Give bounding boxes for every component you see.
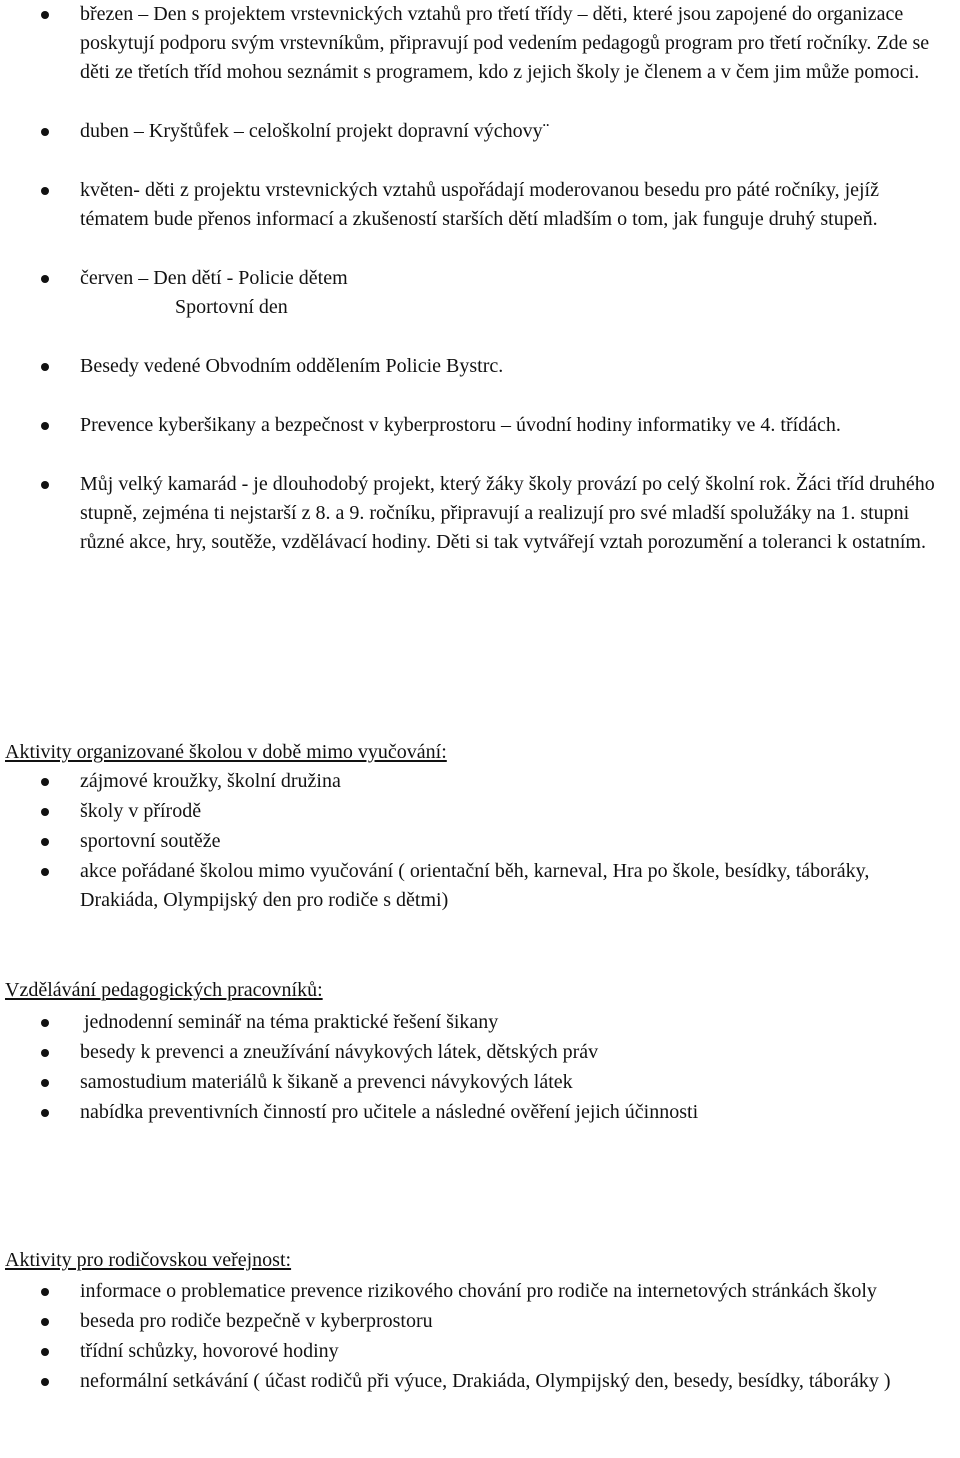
list-item: [0, 0, 960, 87]
bullet-icon: [41, 275, 49, 283]
bullet-icon: [41, 1288, 49, 1296]
list-item: [0, 1277, 960, 1306]
list-item: [0, 117, 960, 146]
section-heading-parents: Aktivity pro rodičovskou veřejnost:: [5, 1249, 292, 1271]
education-list: [0, 1008, 960, 1127]
education-text: jednodenní seminář na téma praktické řešení šikany: [84, 1011, 499, 1033]
list-item: [0, 1068, 960, 1097]
list-item: [0, 1098, 960, 1127]
list-item: [0, 411, 960, 440]
parents-text: třídní schůzky, hovorové hodiny: [80, 1340, 339, 1362]
parents-text: informace o problematice prevence rizikového chování pro rodiče na internetových stránkách školy: [80, 1280, 877, 1302]
event-text: květen- děti z projektu vrstevnických vztahů uspořádají moderovanou besedu pro páté ročníky, jejíž tématem bude přenos informací a zkušeností starších dětí mladším o tom, jak funguje druhý stupeň.: [80, 179, 879, 230]
bullet-icon: [41, 838, 49, 846]
parents-text: neformální setkávání ( účast rodičů při výuce, Drakiáda, Olympijský den, besedy, besídky, táboráky ): [80, 1370, 891, 1392]
list-item: [0, 857, 960, 915]
list-item: [0, 470, 960, 557]
bullet-icon: [41, 481, 49, 489]
bullet-icon: [41, 868, 49, 876]
list-item: [0, 352, 960, 381]
list-item: [0, 767, 960, 796]
bullet-icon: [41, 808, 49, 816]
section-heading-activities: Aktivity organizované školou v době mimo vyučování:: [5, 741, 447, 763]
activity-text: akce pořádané školou mimo vyučování ( orientační běh, karneval, Hra po škole, besídky, táboráky, Drakiáda, Olympijský den pro rodiče s dětmi): [80, 860, 870, 911]
education-text: besedy k prevenci a zneužívání návykových látek, dětských práv: [80, 1041, 599, 1063]
bullet-icon: [41, 1079, 49, 1087]
bullet-icon: [41, 1348, 49, 1356]
event-text: Prevence kyberšikany a bezpečnost v kyberprostoru – úvodní hodiny informatiky ve 4. třídách.: [80, 414, 841, 436]
bullet-icon: [41, 778, 49, 786]
event-text: duben – Kryštůfek – celoškolní projekt dopravní výchovy¨: [80, 120, 550, 142]
list-item: [0, 176, 960, 234]
list-item: [0, 1337, 960, 1366]
bullet-icon: [41, 1019, 49, 1027]
bullet-icon: [41, 128, 49, 136]
list-item: [0, 1038, 960, 1067]
list-item: [0, 827, 960, 856]
bullet-icon: [41, 1318, 49, 1326]
bullet-icon: [41, 187, 49, 195]
bullet-icon: [41, 1109, 49, 1117]
bullet-icon: [41, 363, 49, 371]
parents-text: beseda pro rodiče bezpečně v kyberprostoru: [80, 1310, 433, 1332]
parents-list: [0, 1277, 960, 1396]
list-item: [0, 1307, 960, 1336]
list-item: [0, 1367, 960, 1396]
activities-list: [0, 767, 960, 915]
section-heading-education: Vzdělávání pedagogických pracovníků:: [5, 979, 323, 1001]
list-item: [0, 264, 960, 322]
school-events-list: [0, 0, 960, 557]
activity-text: školy v přírodě: [80, 800, 202, 822]
event-text: Můj velký kamarád - je dlouhodobý projekt, který žáky školy provází po celý školní rok. Žáci tříd druhého stupně, zejména ti nejstarší z 8. a 9. ročníku, připravují a realizují pro své mladší spolužáky na 1. stupni různé akce, hry, soutěže, vzdělávací hodiny. Děti si tak vytvářejí vztah porozumění a toleranci k ostatním.: [80, 473, 935, 553]
event-text: červen – Den dětí - Policie dětem: [80, 267, 348, 289]
list-item: [0, 797, 960, 826]
event-text: Besedy vedené Obvodním oddělením Policie Bystrc.: [80, 355, 504, 377]
bullet-icon: [41, 1049, 49, 1057]
event-text: březen – Den s projektem vrstevnických vztahů pro třetí třídy – děti, které jsou zapojené do organizace poskytují podporu svým vrstevníkům, připravují pod vedením pedagogů program pro třetí ročníky. Zde se děti ze třetích tříd mohou seznámit s programem, kdo z jejich školy je členem a v čem jim může pomoci.: [80, 3, 930, 83]
education-text: samostudium materiálů k šikaně a prevenci návykových látek: [80, 1071, 573, 1093]
list-item: [0, 1008, 960, 1037]
bullet-icon: [41, 422, 49, 430]
activity-text: sportovní soutěže: [80, 830, 221, 852]
bullet-icon: [41, 11, 49, 19]
bullet-icon: [41, 1378, 49, 1386]
event-subtext: Sportovní den: [175, 296, 288, 318]
activity-text: zájmové kroužky, školní družina: [80, 770, 341, 792]
education-text: nabídka preventivních činností pro učitele a následné ověření jejich účinnosti: [80, 1101, 699, 1123]
